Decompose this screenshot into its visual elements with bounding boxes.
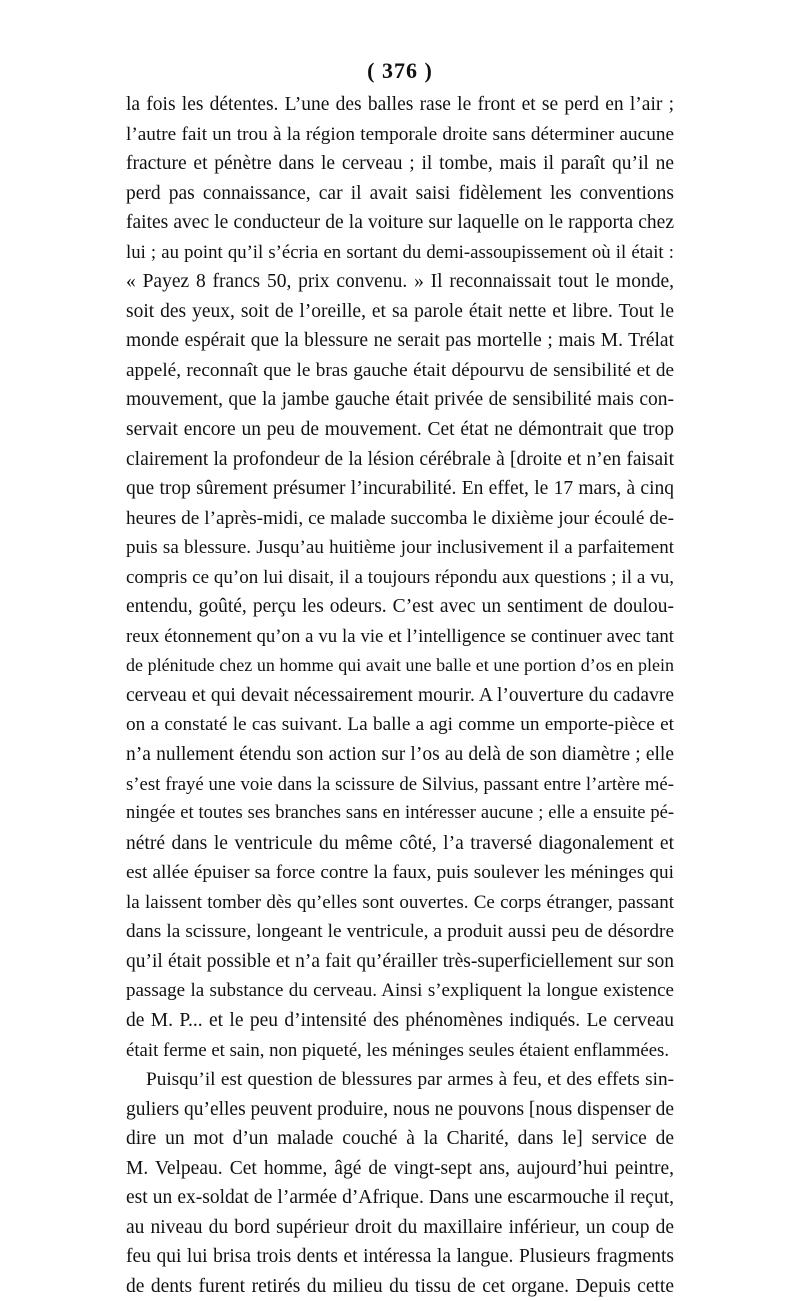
text-line: au niveau du bord supérieur droit du maxillaire inférieur, un coup de (126, 1216, 674, 1238)
text-line: est un ex-soldat de l’armée d’Afrique. Dans une escarmouche il reçut, (126, 1187, 674, 1209)
text-line: clairement la profondeur de la lésion cérébrale à [droite et n’en faisait (126, 448, 674, 470)
text-line: de M. P... et le peu d’intensité des phénomènes indiqués. Le cerveau (126, 1009, 674, 1031)
text-line: soit des yeux, soit de l’oreille, et sa parole était nette et libre. Tout le (126, 300, 674, 322)
text-line: dans la scissure, longeant le ventricule, a produit aussi peu de désordre (126, 921, 674, 943)
text-line: entendu, goûté, perçu les odeurs. C’est avec un sentiment de doulou- (126, 596, 674, 618)
text-line: on a constaté le cas suivant. La balle a agi comme un emporte-pièce et (126, 714, 674, 736)
text-line: monde espérait que la blessure ne serait pas mortelle ; mais M. Trélat (126, 330, 674, 352)
text-line: cerveau et qui devait nécessairement mourir. A l’ouverture du cadavre (126, 684, 674, 706)
text-line: fracture et pénètre dans le cerveau ; il tombe, mais il paraît qu’il ne (126, 153, 674, 175)
text-line: était ferme et sain, non piqueté, les méninges seules étaient enflammées. (126, 1039, 670, 1061)
text-line: ningée et toutes ses branches sans en intéresser aucune ; elle a ensuite pé- (126, 803, 674, 824)
text-line: servait encore un peu de mouvement. Cet état ne démontrait que trop (126, 419, 674, 441)
text-line: de plénitude chez un homme qui avait une balle et une portion d’os en plein (126, 655, 674, 676)
text-line: perd pas connaissance, car il avait saisi fidèlement les conventions (126, 182, 674, 204)
text-line: appelé, reconnaît que le bras gauche était dépourvu de sensibilité et de (126, 359, 674, 381)
text-line: est allée épuiser sa force contre la faux, puis soulever les méninges qui (126, 862, 674, 884)
text-line: Puisqu’il est question de blessures par armes à feu, et des effets sin- (146, 1069, 674, 1091)
text-line: dire un mot d’un malade couché à la Charité, dans le] service de (126, 1128, 674, 1150)
text-line: guliers qu’elles peuvent produire, nous ne pouvons [nous dispenser de (126, 1098, 675, 1120)
text-line: nétré dans le ventricule du même côté, l’a traversé diagonalement et (126, 832, 674, 854)
text-line: la fois les détentes. L’une des balles rase le front et se perd en l’air ; (126, 94, 674, 115)
text-line: feu qui lui brisa trois dents et intéressa la langue. Plusieurs fragments (126, 1246, 674, 1268)
text-line: de dents furent retirés du milieu du tissu de cet organe. Depuis cette (126, 1275, 674, 1297)
text-line: reux étonnement qu’on a vu la vie et l’intelligence se continuer avec tant (126, 625, 674, 647)
text-line: lui ; au point qu’il s’écria en sortant du demi-assoupissement où il était : (126, 241, 674, 263)
text-line: mouvement, que la jambe gauche était privée de sensibilité mais con- (126, 389, 674, 411)
text-line: l’autre fait un trou à la région temporale droite sans déterminer aucune (126, 123, 674, 145)
text-line: puis sa blessure. Jusqu’au huitième jour inclusivement il a parfaitement (126, 537, 674, 559)
text-line: passage la substance du cerveau. Ainsi s’expliquent la longue existence (126, 980, 674, 1002)
page-number: ( 376 ) (367, 58, 433, 83)
text-line: qu’il était possible et n’a fait qu’érailler très-superficiellement sur son (126, 950, 674, 972)
text-line: n’a nullement étendu son action sur l’os au delà de son diamètre ; elle (126, 744, 674, 766)
text-line: « Payez 8 francs 50, prix convenu. » Il reconnaissait tout le monde, (126, 271, 674, 293)
text-line: que trop sûrement présumer l’incurabilité. En effet, le 17 mars, à cinq (126, 478, 674, 500)
text-line: heures de l’après-midi, ce malade succomba le dixième jour écoulé de- (126, 507, 674, 529)
text-line: s’est frayé une voie dans la scissure de Silvius, passant entre l’artère mé- (126, 773, 674, 795)
text-line: compris ce qu’on lui disait, il a toujours répondu aux questions ; il a vu, (126, 566, 674, 588)
body-text (126, 90, 674, 1301)
text-line: M. Velpeau. Cet homme, âgé de vingt-sept ans, aujourd’hui peintre, (126, 1157, 674, 1179)
text-line: la laissent tomber dès qu’elles sont ouvertes. Ce corps étranger, passant (126, 891, 674, 913)
text-line: faites avec le conducteur de la voiture sur laquelle on le rapporta chez (126, 212, 674, 234)
